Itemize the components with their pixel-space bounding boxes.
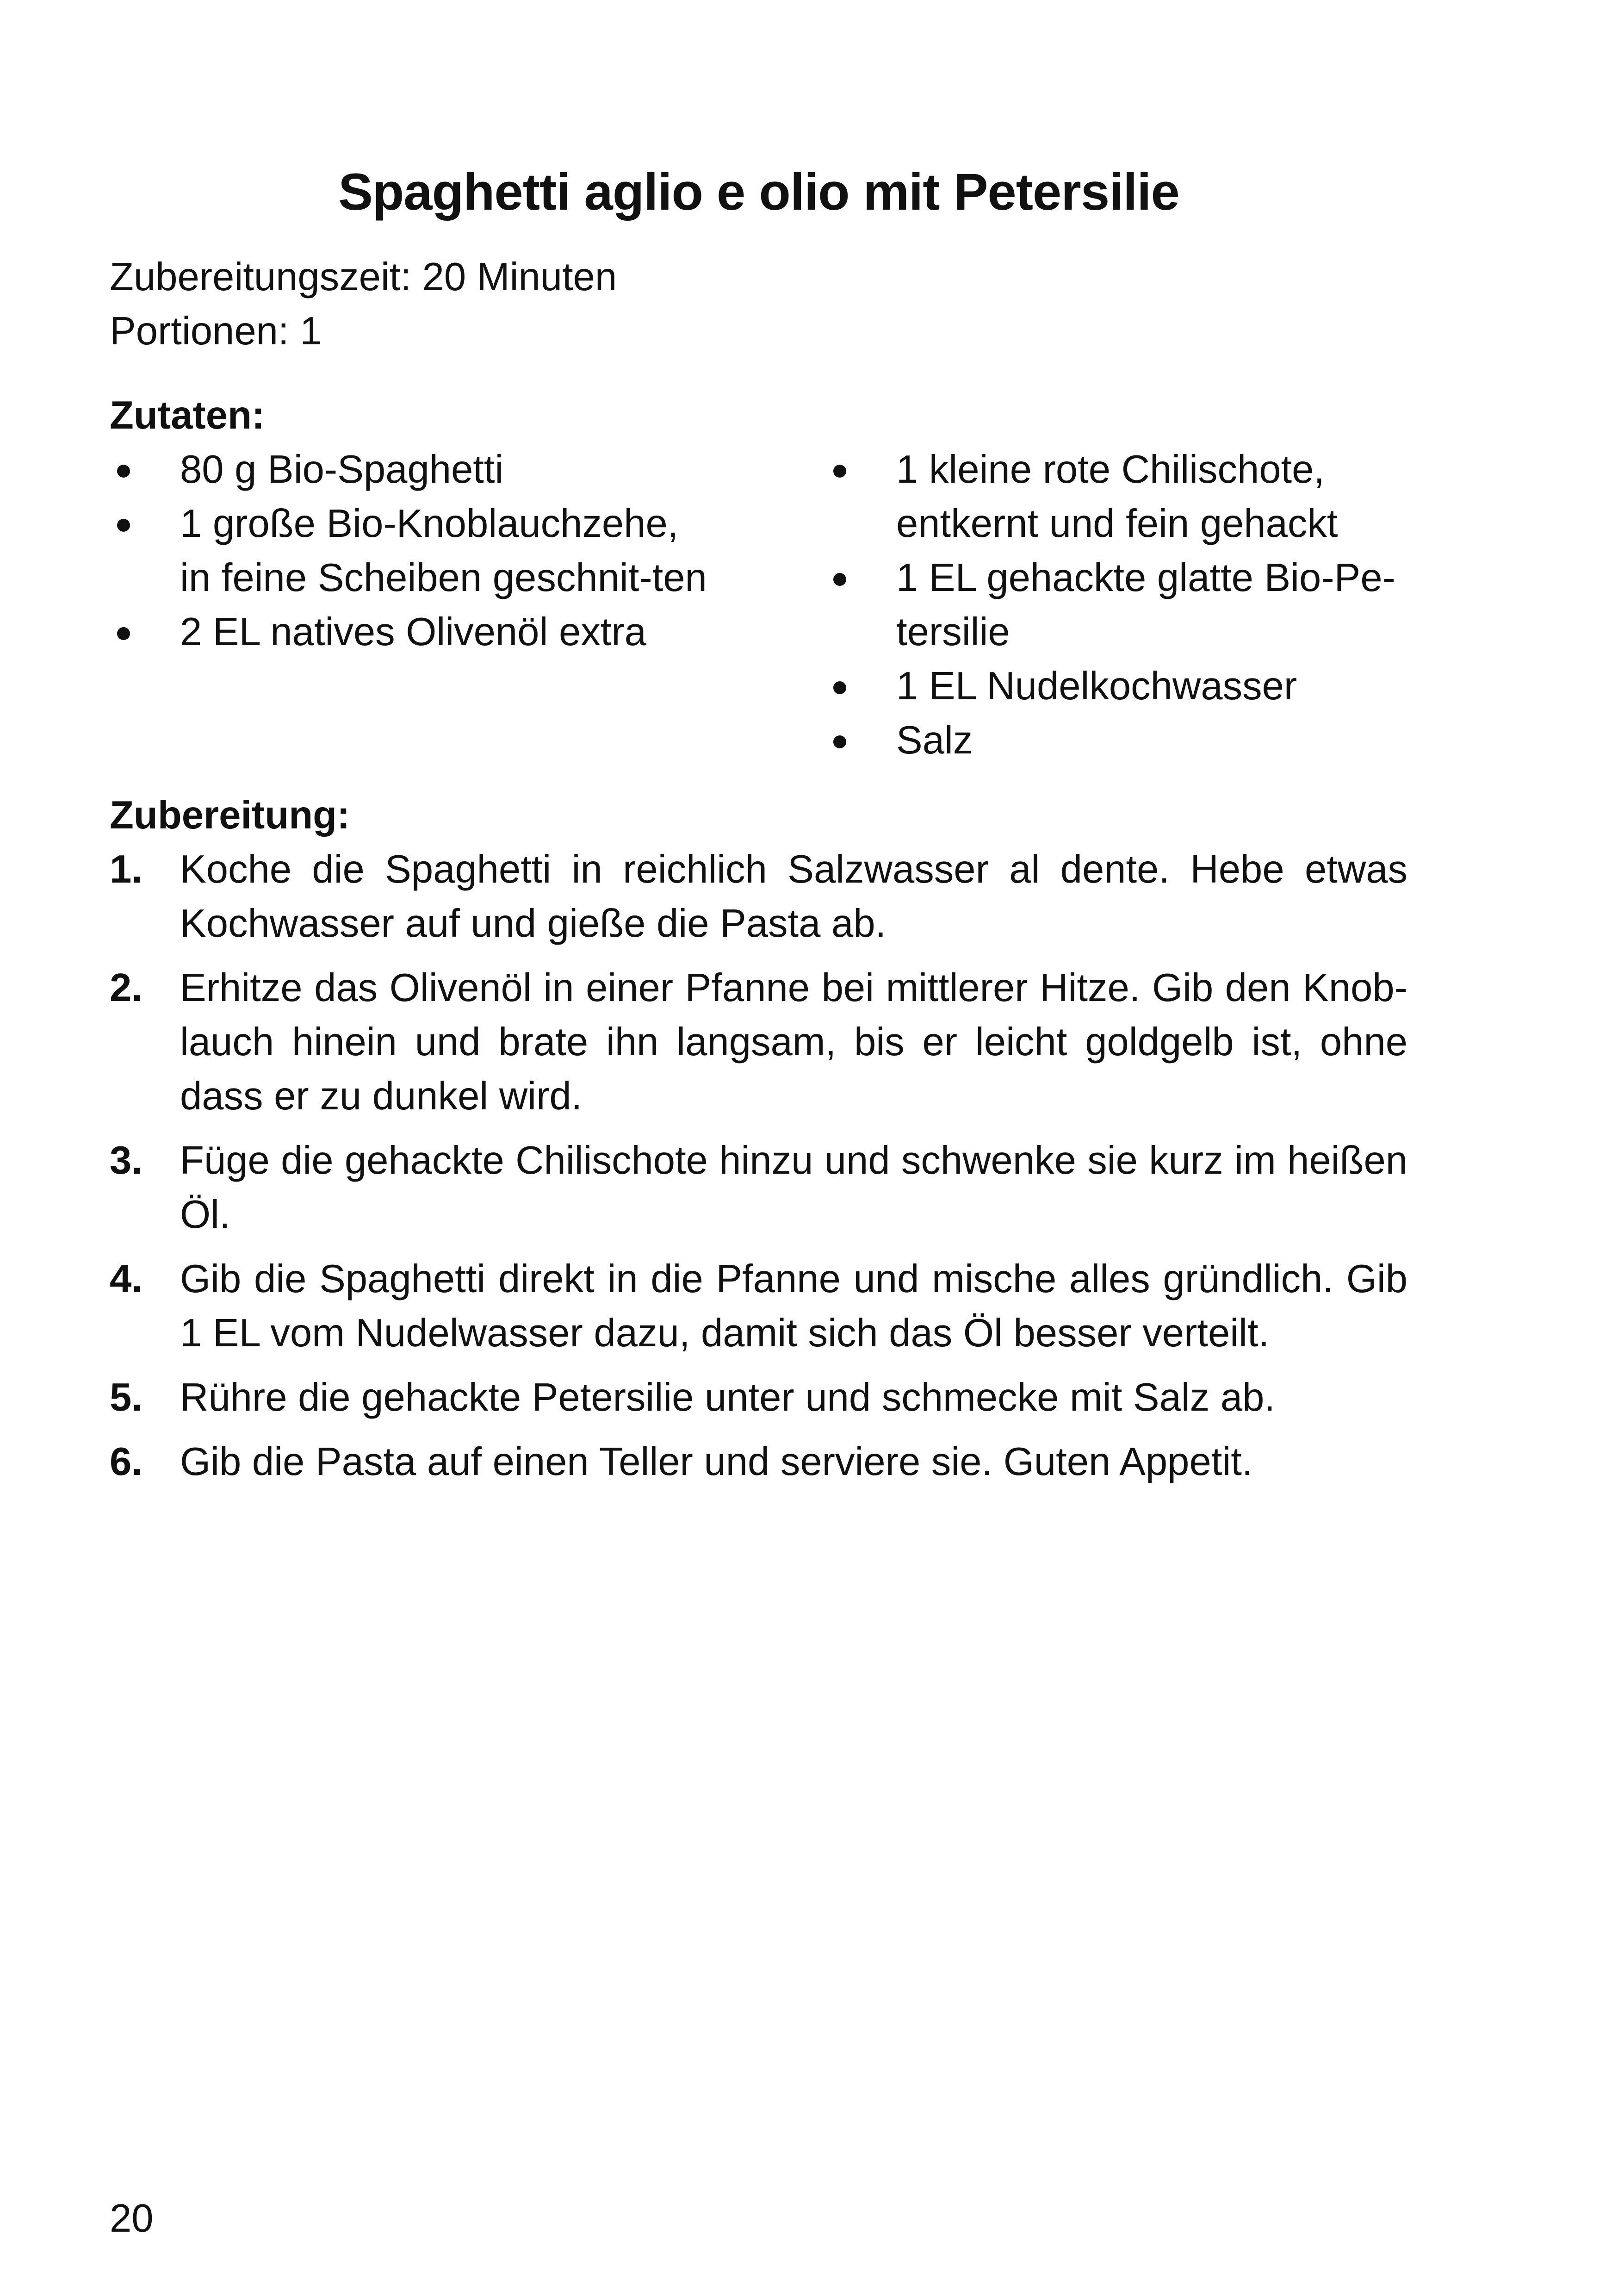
preparation-heading: Zubereitung:	[110, 793, 350, 837]
bullet-icon	[826, 659, 854, 713]
ingredient-text: 1 EL Nudelkochwasser	[896, 664, 1297, 708]
bullet-icon	[110, 605, 137, 659]
recipe-title: Spaghetti aglio e olio mit Petersilie	[338, 163, 1179, 221]
step-number: 3.	[110, 1139, 143, 1182]
step-item	[110, 1370, 1407, 1425]
ingredients-list-right	[826, 442, 1451, 767]
ingredient-item	[110, 497, 711, 605]
ingredient-item	[826, 713, 1451, 767]
step-number: 2.	[110, 966, 143, 1010]
step-text: Rühre die gehackte Petersilie unter und schmecke mit Salz ab.	[180, 1375, 1276, 1419]
preparation-steps	[110, 842, 1407, 1499]
step-number: 1.	[110, 847, 143, 891]
ingredient-text: 1 EL gehackte glatte Bio-Pe-tersilie	[896, 556, 1395, 654]
step-number: 6.	[110, 1440, 143, 1484]
ingredient-text: 80 g Bio-Spaghetti	[180, 448, 504, 492]
ingredients-list-left	[110, 442, 711, 659]
ingredient-text: 1 kleine rote Chilischote, entkernt und fein gehackt	[896, 448, 1338, 546]
step-number: 5.	[110, 1375, 143, 1419]
step-item	[110, 842, 1407, 951]
bullet-icon	[826, 713, 854, 767]
bullet-icon	[110, 442, 137, 497]
bullet-icon	[826, 551, 854, 605]
step-text: Gib die Spaghetti direkt in die Pfanne und mische alles gründlich. Gib 1 EL vom Nudelwasser dazu, damit sich das Öl besser verteilt.	[180, 1257, 1407, 1355]
ingredient-text: 1 große Bio-Knoblauchzehe, in feine Scheiben geschnit-ten	[180, 502, 707, 600]
bullet-icon	[110, 497, 137, 551]
ingredient-item	[826, 442, 1451, 551]
ingredients-heading: Zutaten:	[110, 393, 265, 437]
ingredient-text: Salz	[896, 718, 973, 762]
ingredient-item	[826, 659, 1451, 713]
ingredient-item	[110, 605, 711, 659]
step-text: Gib die Pasta auf einen Teller und serviere sie. Guten Appetit.	[180, 1440, 1253, 1484]
step-text: Erhitze das Olivenöl in einer Pfanne bei mittlerer Hitze. Gib den Knob-lauch hinein und brate ihn langsam, bis er leicht goldgelb ist, ohne dass er zu dunkel wird.	[180, 966, 1407, 1118]
step-item	[110, 1252, 1407, 1360]
step-text: Koche die Spaghetti in reichlich Salzwasser al dente. Hebe etwas Kochwasser auf und gieße die Pasta ab.	[180, 847, 1407, 946]
servings: Portionen: 1	[110, 309, 322, 353]
ingredient-item	[110, 442, 711, 497]
page-number: 20	[110, 2196, 154, 2240]
step-item	[110, 961, 1407, 1123]
bullet-icon	[826, 442, 854, 497]
step-text: Füge die gehackte Chilischote hinzu und schwenke sie kurz im heißen Öl.	[180, 1139, 1407, 1237]
step-item	[110, 1435, 1407, 1489]
step-item	[110, 1133, 1407, 1242]
recipe-meta	[110, 250, 617, 358]
prep-time: Zubereitungszeit: 20 Minuten	[110, 255, 617, 299]
ingredient-text: 2 EL natives Olivenöl extra	[180, 610, 646, 654]
ingredient-item	[826, 551, 1451, 659]
step-number: 4.	[110, 1257, 143, 1301]
